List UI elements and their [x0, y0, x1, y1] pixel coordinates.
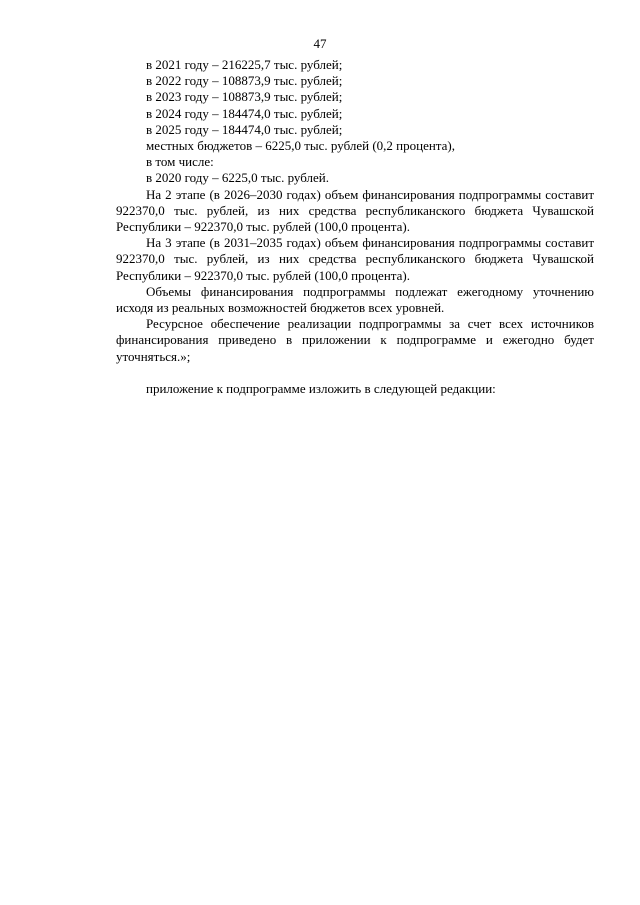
blank-line — [116, 365, 594, 381]
resource-support-paragraph: Ресурсное обеспечение реализации подпрограммы за счет всех источников финансирования приведено в приложении к подпрограмме и ежегодно будет уточняться.»; — [116, 316, 594, 364]
local-2020-line: в 2020 году – 6225,0 тыс. рублей. — [146, 170, 329, 186]
year-line-2023: в 2023 году – 108873,9 тыс. рублей; — [146, 89, 343, 105]
stage-3-paragraph: На 3 этапе (в 2031–2035 годах) объем финансирования подпрограммы составит 922370,0 тыс. рублей, из них средства республиканского бюджета Чувашской Республики – 922370,0 тыс. рублей (100,0 процента). — [116, 235, 594, 283]
document-body — [116, 57, 594, 397]
local-budget-line: местных бюджетов – 6225,0 тыс. рублей (0,2 процента), — [146, 138, 455, 154]
including-line: в том числе: — [146, 154, 214, 170]
appendix-instruction-line: приложение к подпрограмме изложить в следующей редакции: — [146, 380, 496, 396]
year-line-2024: в 2024 году – 184474,0 тыс. рублей; — [146, 105, 343, 121]
financing-adjustment-paragraph: Объемы финансирования подпрограммы подлежат ежегодному уточнению исходя из реальных возможностей бюджетов всех уровней. — [116, 283, 594, 316]
year-line-2021: в 2021 году – 216225,7 тыс. рублей; — [146, 57, 343, 72]
year-line-2025: в 2025 году – 184474,0 тыс. рублей; — [146, 121, 343, 137]
page-number: 47 — [313, 36, 327, 51]
stage-2-paragraph: На 2 этапе (в 2026–2030 годах) объем финансирования подпрограммы составит 922370,0 тыс. рублей, из них средства республиканского бюджета Чувашской Республики – 922370,0 тыс. рублей (100,0 процента). — [116, 186, 594, 235]
year-line-2022: в 2022 году – 108873,9 тыс. рублей; — [146, 73, 343, 89]
